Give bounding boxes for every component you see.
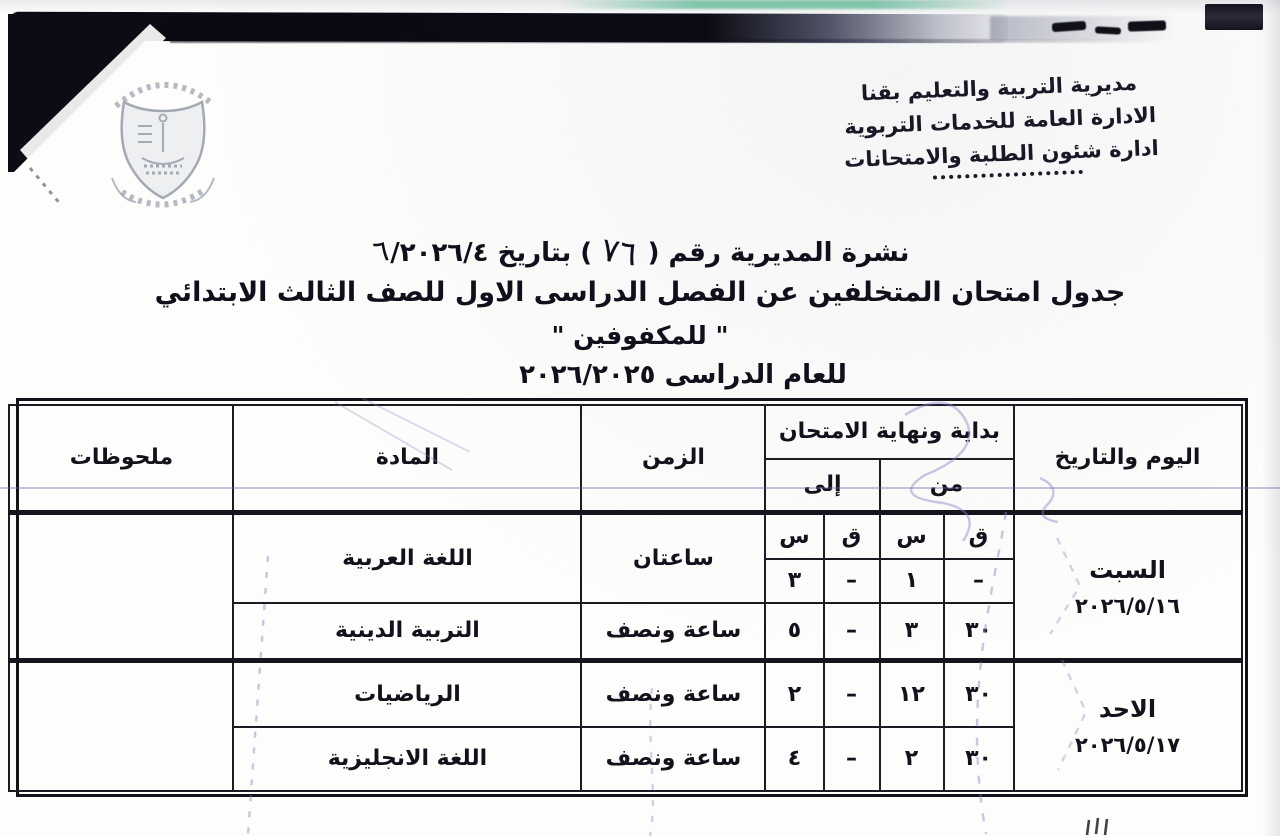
- from-hours: ١: [880, 559, 944, 603]
- handwritten-date-day: ٦: [370, 233, 391, 269]
- subheader-minutes: ق: [944, 513, 1014, 559]
- bulletin-line: [0, 230, 1280, 277]
- scan-smudge: [1095, 26, 1121, 34]
- letterhead-administration: الادارة العامة للخدمات التربوية: [844, 103, 1157, 139]
- duration-cell: ساعة ونصف: [581, 661, 765, 727]
- day-cell-sunday: [1014, 661, 1242, 791]
- letterhead-department: ادارة شئون الطلبة والامتحانات: [844, 135, 1160, 173]
- scanner-streak-line: [0, 487, 1280, 489]
- header-duration: الزمن: [581, 405, 765, 513]
- day-name: الاحد: [1098, 695, 1157, 724]
- duration-cell: ساعتان: [581, 513, 765, 603]
- subheader-hours: س: [880, 513, 944, 559]
- exam-schedule-table: [16, 398, 1248, 797]
- duration-cell: ساعة ونصف: [581, 603, 765, 661]
- header-from: من: [880, 459, 1014, 513]
- to-hours: ٥: [765, 603, 823, 661]
- subheader-minutes: ق: [824, 513, 880, 559]
- from-minutes: ٣٠: [944, 661, 1014, 727]
- header-exam-start-end: بداية ونهاية الامتحان: [765, 405, 1013, 459]
- to-hours: ٣: [765, 559, 823, 603]
- table-row: [9, 661, 1241, 727]
- subject-cell: الرياضيات: [233, 661, 581, 727]
- from-hours: ٢: [880, 727, 944, 791]
- scan-smudge: [1128, 20, 1166, 31]
- scan-band-edge-line: [170, 39, 1160, 43]
- letterhead: [841, 66, 1159, 183]
- blind-students-subtitle: " للمكفوفين ": [551, 321, 729, 350]
- day-cell-saturday: [1014, 513, 1242, 661]
- subject-cell: التربية الدينية: [233, 603, 581, 661]
- header-subject: المادة: [233, 405, 581, 513]
- scan-black-block: [1205, 4, 1263, 30]
- saturday-group: [9, 513, 1241, 661]
- header-to: إلى: [765, 459, 879, 513]
- subject-cell: اللغة الانجليزية: [233, 727, 581, 791]
- to-minutes: –: [824, 727, 880, 791]
- day-date: ٢٠٢٦/٥/١٧: [1074, 733, 1181, 758]
- header-day-date: اليوم والتاريخ: [1014, 405, 1242, 513]
- notes-cell: [9, 661, 233, 791]
- to-hours: ٤: [765, 727, 823, 791]
- subject-cell: اللغة العربية: [233, 513, 581, 603]
- to-minutes: –: [824, 661, 880, 727]
- academic-year-line: للعام الدراسى ٢٠٢٦/٢٠٢٥: [519, 360, 847, 390]
- header-notes: ملحوظات: [9, 405, 233, 513]
- day-date: ٢٠٢٦/٥/١٦: [1074, 593, 1181, 618]
- ministry-seal-stamp: [98, 60, 228, 225]
- scanner-green-tint: [560, 0, 1010, 9]
- to-minutes: –: [824, 559, 880, 603]
- document-titles: [0, 230, 1280, 390]
- bulletin-date: ٢٠٢٦/٤/: [390, 238, 489, 268]
- from-hours: ١٢: [880, 661, 944, 727]
- sunday-group: [9, 661, 1241, 791]
- schedule-title: جدول امتحان المتخلفين عن الفصل الدراسى الاول للصف الثالث الابتدائي: [154, 277, 1126, 308]
- duration-cell: ساعة ونصف: [581, 727, 765, 791]
- to-minutes: –: [824, 603, 880, 661]
- bulletin-line-prefix: نشرة المديرية رقم (: [647, 238, 910, 268]
- from-minutes: –: [944, 559, 1014, 603]
- notes-cell: [9, 513, 233, 661]
- day-name: السبت: [1089, 555, 1166, 584]
- bulletin-line-mid: ) بتاريخ: [497, 238, 593, 268]
- subheader-hours: س: [765, 513, 823, 559]
- from-minutes: ٣٠: [944, 727, 1014, 791]
- letterhead-directorate: مديرية التربية والتعليم بقنا: [860, 70, 1138, 106]
- to-hours: ٢: [765, 661, 823, 727]
- handwritten-bulletin-number: ٧٦: [599, 229, 641, 274]
- from-minutes: ٣٠: [944, 603, 1014, 661]
- from-hours: ٣: [880, 603, 944, 661]
